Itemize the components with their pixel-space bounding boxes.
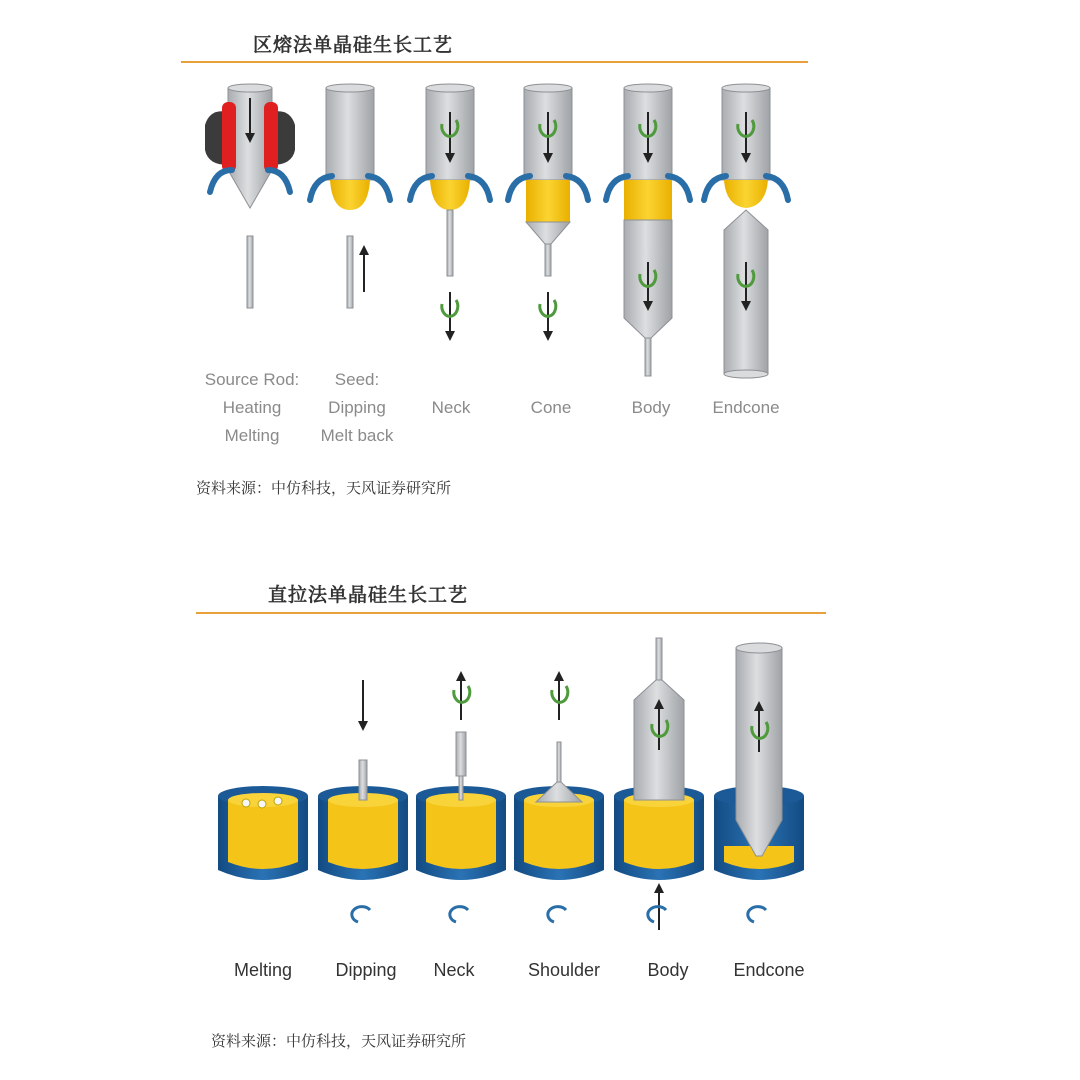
fz-step5-figure	[606, 84, 690, 376]
fz-step6-figure	[704, 84, 788, 378]
fz-step-label-6: Endcone	[712, 398, 780, 417]
cz-step-label-4: Shoulder	[527, 960, 601, 980]
fz-step2-figure	[310, 84, 390, 308]
fz-step-label-5: Body	[631, 398, 671, 417]
cz-step-label-2: Dipping	[335, 960, 397, 980]
fz-source-note: 资料来源：中仿科技，天风证券研究所	[196, 479, 452, 497]
cz-rotation-arrows	[352, 907, 766, 922]
cz-step-label-3: Neck	[433, 960, 475, 980]
fz-step-label-4: Cone	[530, 398, 572, 417]
fz-title: 区熔法单晶硅生长工艺	[253, 34, 454, 56]
fz-step4-figure	[508, 84, 588, 336]
fz-step-label-1: Source Rod: Heating Melting	[204, 370, 300, 445]
cz-step-label-5: Body	[647, 960, 689, 980]
cz-title: 直拉法单晶硅生长工艺	[268, 584, 469, 606]
fz-step3-figure	[410, 84, 490, 336]
cz-title-rule	[196, 612, 826, 614]
fz-step-label-2: Seed: Dipping Melt back	[320, 370, 394, 445]
cz-crucibles	[218, 638, 804, 930]
fz-step1-figure	[205, 84, 295, 308]
fz-step-label-3: Neck	[431, 398, 471, 417]
cz-step-label-6: Endcone	[733, 960, 805, 980]
cz-step-label-1: Melting	[233, 960, 293, 980]
cz-source-note: 资料来源：中仿科技，天风证券研究所	[211, 1032, 467, 1050]
